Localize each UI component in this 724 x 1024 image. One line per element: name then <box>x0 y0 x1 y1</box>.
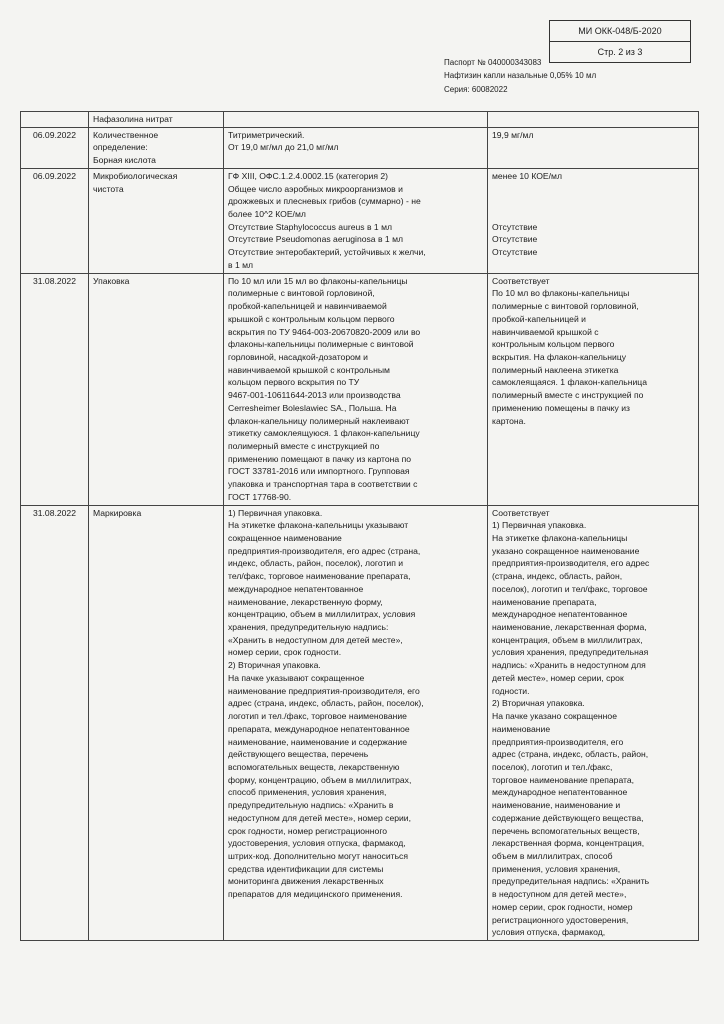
requirement-line: Отсутствие Staphylococcus aureus в 1 мл <box>228 221 393 232</box>
date-cell: 31.08.2022 <box>21 273 89 505</box>
date-cell: 06.09.2022 <box>21 127 89 168</box>
result-line: наименование, лекарственная форма, <box>492 622 647 633</box>
result-line: На пачке указано сокращенное <box>492 711 617 722</box>
result-line: годности. <box>492 685 530 696</box>
table-row <box>21 505 699 940</box>
result-line: предупредительная надпись: «Хранить <box>492 876 650 887</box>
requirement-line: полимерный вместе с инструкцией по <box>228 440 380 451</box>
passport-number: Паспорт № 040000343083 <box>444 58 542 67</box>
requirement-line: предприятия-производителя, его адрес (страна, <box>228 545 421 556</box>
result-line: самоклеящаяся. 1 флакон-капельница <box>492 377 647 388</box>
requirement-line: ГОСТ 17768-90. <box>228 491 292 502</box>
requirement-line: вспомогательных веществ, лекарственную <box>228 761 400 772</box>
requirement-line: 2) Вторичная упаковка. <box>228 660 321 671</box>
result-line: условия отпуска, фармакод, <box>492 927 606 938</box>
date-cell: 31.08.2022 <box>21 505 89 940</box>
requirement-line: Титриметрический. <box>228 129 305 140</box>
result-line: 19,9 мг/мл <box>492 129 534 140</box>
series-number: Серия: 60082022 <box>444 85 508 94</box>
result-line <box>492 195 694 208</box>
result-line: номер серии, срок годности, номер <box>492 901 633 912</box>
requirement-line: 9467-001-10611644-2013 или производства <box>228 390 401 401</box>
requirement-line: 1) Первичная упаковка. <box>228 507 323 518</box>
result-line: (страна, индекс, область, район, <box>492 571 623 582</box>
requirement-line: средства идентификации для системы <box>228 863 384 874</box>
test-cell <box>89 168 224 273</box>
requirement-line: упаковка и транспортная тара в соответствии с <box>228 479 418 490</box>
result-line: наименование препарата, <box>492 596 597 607</box>
requirement-line: флаконы-капельницы полимерные с винтовой <box>228 339 414 350</box>
result-line: объем в миллилитрах, способ <box>492 850 613 861</box>
test-cell <box>89 127 224 168</box>
requirement-cell <box>224 505 488 940</box>
test-line: Маркировка <box>93 507 142 518</box>
requirement-line: пробкой-капельницей и навинчиваемой <box>228 301 387 312</box>
requirement-line: вскрытия по ТУ 9464-003-20670820-2009 или во <box>228 326 421 337</box>
requirement-line: горловиной, насадкой-дозатором и <box>228 351 368 362</box>
result-line: навинчиваемой крышкой с <box>492 326 599 337</box>
requirement-line: сокращенное наименование <box>228 533 342 543</box>
requirement-line: номер серии, срок годности. <box>228 647 342 658</box>
result-cell <box>488 168 699 273</box>
result-line: предприятия-производителя, его <box>492 736 624 747</box>
result-line: регистрационного удостоверения, <box>492 914 629 925</box>
test-line: Упаковка <box>93 275 130 286</box>
requirement-cell <box>224 273 488 505</box>
requirement-line: наименование, наименование и содержание <box>228 736 407 747</box>
requirement-line: наименование предприятия-производителя, его <box>228 685 420 696</box>
result-line: поселок), логотип и тел./факс, <box>492 761 613 772</box>
requirement-cell <box>224 112 488 128</box>
result-line: концентрация, объем в миллилитрах, <box>492 634 643 645</box>
requirement-line: предупредительную надпись: «Хранить в <box>228 800 394 811</box>
result-line: На этикетке флакона-капельницы <box>492 533 628 543</box>
table-row <box>21 168 699 273</box>
result-line: международное непатентованное <box>492 787 628 798</box>
requirement-line: хранения, предупредительную надпись: <box>228 622 389 633</box>
result-line: указано сокращенное наименование <box>492 545 640 556</box>
table-row <box>21 273 699 505</box>
requirement-line: ГФ XIII, ОФС.1.2.4.0002.15 (категория 2) <box>228 170 389 181</box>
result-line: поселок), логотип и тел/факс, торговое <box>492 583 648 594</box>
result-line: условия хранения, предупредительная <box>492 647 649 658</box>
result-line: пробкой-капельницей и <box>492 313 586 324</box>
requirement-cell <box>224 168 488 273</box>
result-line: 2) Вторичная упаковка. <box>492 698 585 709</box>
result-line <box>492 183 694 196</box>
result-line: перечень вспомогательных веществ, <box>492 825 640 836</box>
requirement-line: применению помещают в пачку из картона по <box>228 453 412 464</box>
requirement-line: штрих-код. Дополнительно могут наноситься <box>228 850 408 861</box>
result-cell <box>488 127 699 168</box>
result-line: торговое наименование препарата, <box>492 774 635 785</box>
test-line: Количественное <box>93 129 159 140</box>
requirement-line: Отсутствие энтеробактерий, устойчивых к желчи, <box>228 247 426 258</box>
result-line: Соответствует <box>492 275 550 286</box>
result-line: детей месте», номер серии, срок <box>492 672 624 683</box>
result-line: полимерные с винтовой горловиной, <box>492 301 639 312</box>
result-line: надпись: «Хранить в недоступном для <box>492 660 646 671</box>
requirement-line: мониторинга движения лекарственных <box>228 876 384 887</box>
result-line: содержание действующего вещества, <box>492 812 644 823</box>
requirement-line: На пачке указывают сокращенное <box>228 672 365 683</box>
requirement-line: адрес (страна, индекс, область, район, поселок), <box>228 698 424 709</box>
result-line: менее 10 КОЕ/мл <box>492 170 562 181</box>
result-line: лекарственная форма, концентрация, <box>492 838 645 849</box>
document-code: МИ ОКК-048/Б-2020 <box>550 21 690 42</box>
requirement-line: От 19,0 мг/мл до 21,0 мг/мл <box>228 142 339 153</box>
test-line: Борная кислота <box>93 155 156 166</box>
requirement-line: срок годности, номер регистрационного <box>228 825 388 836</box>
requirement-line: флакон-капельницу полимерный наклеивают <box>228 415 410 426</box>
result-line: полимерный наклеена этикетка <box>492 364 619 375</box>
test-line: определение: <box>93 142 148 153</box>
requirement-line: действующего вещества, перечень <box>228 749 369 760</box>
requirement-line: Cerresheimer Boleslawiec SA., Польша. На <box>228 402 397 413</box>
table-row <box>21 127 699 168</box>
result-line: картона. <box>492 415 526 426</box>
requirement-line: способ применения, условия хранения, <box>228 787 387 798</box>
result-line: Отсутствие <box>492 234 538 245</box>
date-cell <box>21 112 89 128</box>
test-line: Микробиологическая <box>93 170 178 181</box>
test-cell <box>89 273 224 505</box>
requirement-line: недоступном для детей месте», номер серии, <box>228 812 411 823</box>
date-cell: 06.09.2022 <box>21 168 89 273</box>
result-line: наименование, наименование и <box>492 800 621 811</box>
requirement-line: навинчиваемой крышкой с контрольным <box>228 364 390 375</box>
test-cell <box>89 505 224 940</box>
requirement-line: концентрацию, объем в миллилитрах, условия <box>228 609 416 620</box>
product-name: Нафтизин капли назальные 0,05% 10 мл <box>444 71 597 80</box>
result-cell <box>488 273 699 505</box>
requirement-line: Отсутствие Pseudomonas aeruginosa в 1 мл <box>228 234 404 245</box>
result-line: вскрытия. На флакон-капельницу <box>492 351 627 362</box>
result-line: контрольным кольцом первого <box>492 339 615 350</box>
requirement-line: препаратов для медицинского применения. <box>228 889 403 900</box>
document-stamp <box>549 20 691 63</box>
requirement-line: в 1 мл <box>228 259 254 270</box>
requirement-line: дрожжевых и плесневых грибов (суммарно) - не <box>228 196 421 207</box>
result-line: полимерный вместе с инструкцией по <box>492 390 644 401</box>
requirement-line: Общее число аэробных микроорганизмов и <box>228 183 403 194</box>
result-cell <box>488 112 699 128</box>
result-cell <box>488 505 699 940</box>
result-line: наименование <box>492 723 551 734</box>
result-line: Отсутствие <box>492 221 538 232</box>
result-line: международное непатентованное <box>492 609 628 620</box>
analysis-table <box>20 111 699 941</box>
test-line: чистота <box>93 183 124 194</box>
page-number: Стр. 2 из 3 <box>597 47 643 57</box>
requirement-line: «Хранить в недоступном для детей месте», <box>228 634 403 645</box>
requirement-line: кольцом первого вскрытия по ТУ <box>228 377 360 388</box>
requirement-line: удостоверения, условия отпуска, фармакод, <box>228 838 406 849</box>
result-line: применению помещены в пачку из <box>492 402 630 413</box>
requirement-line: ГОСТ 33781-2016 или импортного. Групповая <box>228 466 410 477</box>
requirement-line: форму, концентрацию, объем в миллилитрах, <box>228 774 412 785</box>
result-line: Отсутствие <box>492 247 538 258</box>
result-line: По 10 мл во флаконы-капельницы <box>492 288 630 299</box>
requirement-line: индекс, область, район, поселок), логотип и <box>228 558 404 569</box>
requirement-line: этикетку самоклеящуюся. 1 флакон-капельницу <box>228 428 420 439</box>
result-line: предприятия-производителя, его адрес <box>492 558 650 569</box>
requirement-line: логотип и тел./факс, торговое наименование <box>228 711 407 722</box>
requirement-line: полимерные с винтовой горловиной, <box>228 288 375 299</box>
result-line: 1) Первичная упаковка. <box>492 520 587 531</box>
result-line: в недоступном для детей месте», <box>492 889 627 900</box>
requirement-line: крышкой с контрольным кольцом первого <box>228 313 395 324</box>
requirement-line: международное непатентованное <box>228 583 364 594</box>
requirement-line: более 10^2 КОЕ/мл <box>228 209 306 220</box>
result-line: адрес (страна, индекс, область, район, <box>492 749 649 760</box>
requirement-line: препарата, международное непатентованное <box>228 723 410 734</box>
requirement-line: наименование, лекарственную форму, <box>228 596 383 607</box>
test-cell: Нафазолина нитрат <box>89 112 224 128</box>
requirement-line: По 10 мл или 15 мл во флаконы-капельницы <box>228 275 408 286</box>
result-line <box>492 208 694 221</box>
result-line: Соответствует <box>492 507 550 518</box>
table-row <box>21 112 699 128</box>
requirement-line: На этикетке флакона-капельницы указывают <box>228 520 409 531</box>
requirement-cell <box>224 127 488 168</box>
result-line: применения, условия хранения, <box>492 863 621 874</box>
requirement-line: тел/факс, торговое наименование препарата, <box>228 571 411 582</box>
